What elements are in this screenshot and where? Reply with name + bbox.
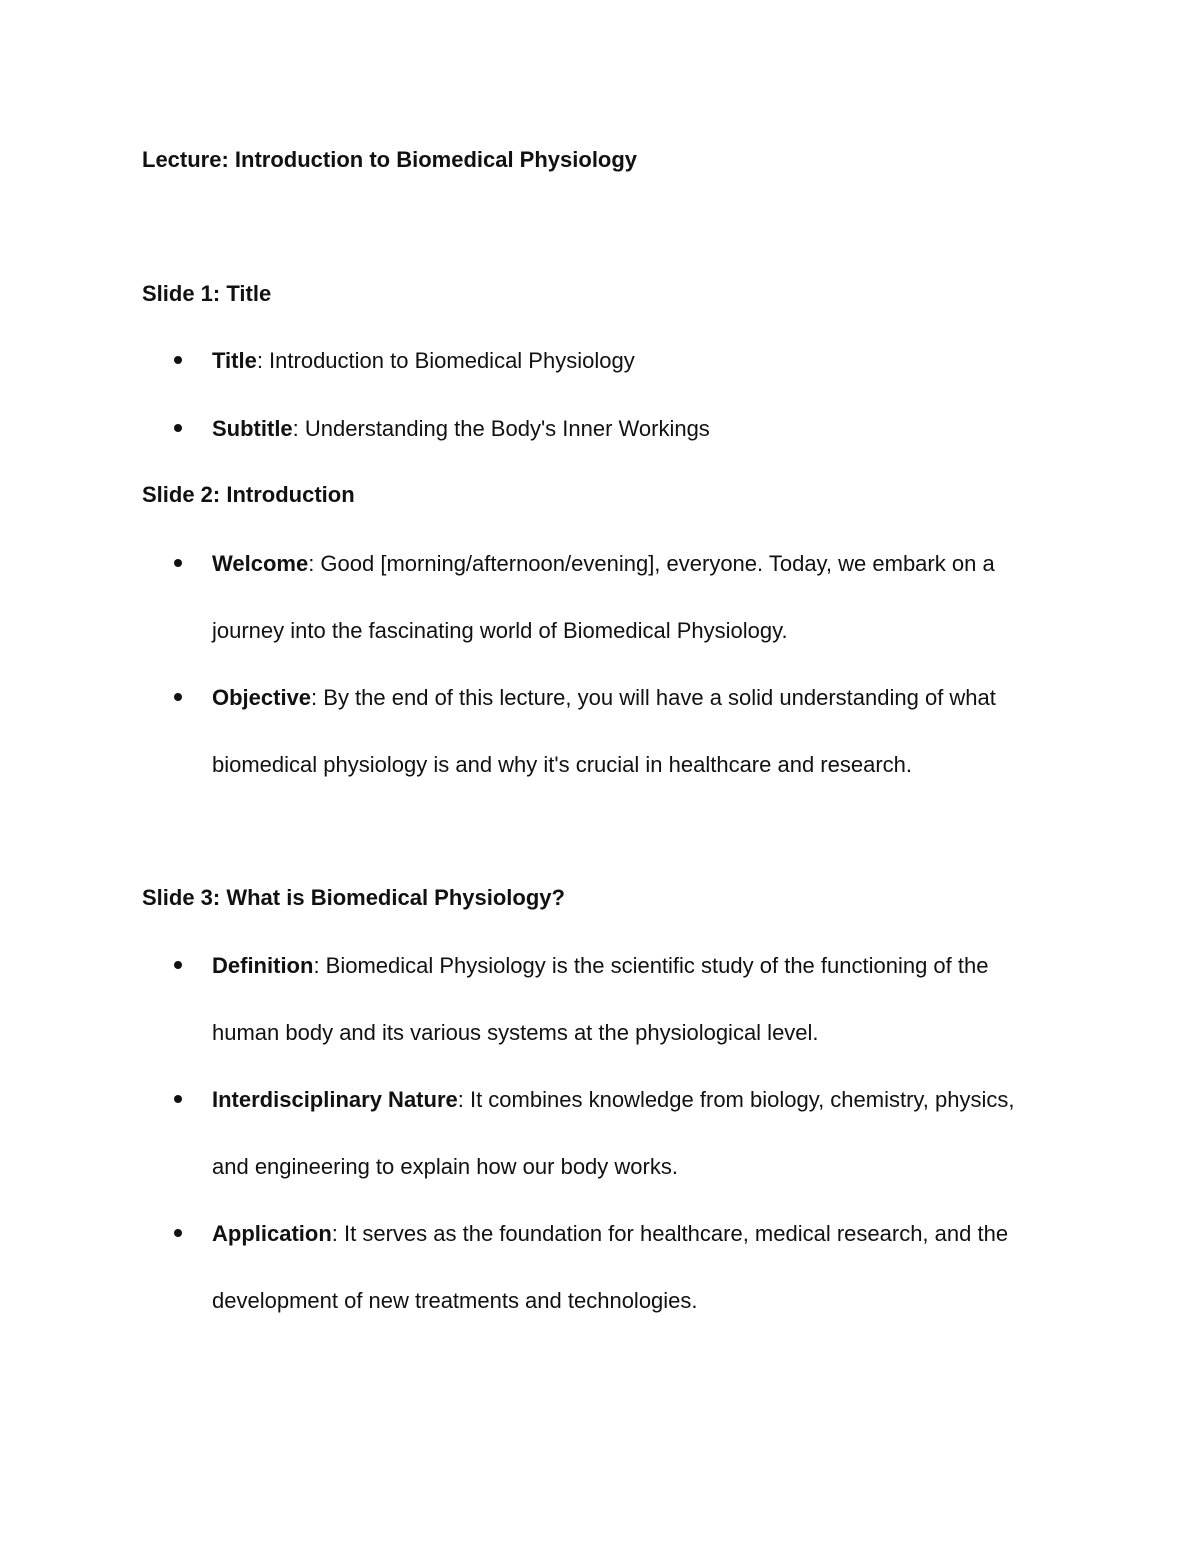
section-heading-slide-1: Slide 1: Title xyxy=(142,281,272,306)
document-title: Lecture: Introduction to Biomedical Physiology xyxy=(142,147,638,172)
list-item-description: : By the end of this lecture, you will have a solid understanding of what biomedical physiology is and why it's crucial in healthcare and research. xyxy=(212,685,996,777)
list-item-description: : Biomedical Physiology is the scientific study of the functioning of the human body and its various systems at the physiological level. xyxy=(212,953,989,1045)
list-item-term: Application xyxy=(212,1221,332,1246)
section-heading-slide-2: Slide 2: Introduction xyxy=(142,482,355,507)
list-item-term: Welcome xyxy=(212,551,309,576)
list-item-term: Subtitle xyxy=(212,416,293,441)
list-item-text xyxy=(212,664,1052,798)
bullet-icon xyxy=(174,1229,182,1237)
list-item-text xyxy=(212,395,1052,462)
list-item-description: : Understanding the Body's Inner Workings xyxy=(292,416,710,441)
list-item-text xyxy=(212,327,1052,394)
list-item-term: Definition xyxy=(212,953,314,978)
bullet-icon xyxy=(174,961,182,969)
list-item-text xyxy=(212,530,1052,664)
list-item-description: : It serves as the foundation for healthcare, medical research, and the development of new treatments and technologies. xyxy=(212,1221,1009,1313)
bullet-icon xyxy=(174,693,182,701)
bullet-icon xyxy=(174,356,182,364)
list-item-term: Title xyxy=(212,348,257,373)
list-item-text xyxy=(212,932,1052,1066)
section-heading-slide-3: Slide 3: What is Biomedical Physiology? xyxy=(142,885,565,910)
bullet-icon xyxy=(174,424,182,432)
bullet-icon xyxy=(174,559,182,567)
list-item-term: Interdisciplinary Nature xyxy=(212,1087,458,1112)
list-item-term: Objective xyxy=(212,685,312,710)
bullet-icon xyxy=(174,1095,182,1103)
list-item-description: : It combines knowledge from biology, chemistry, physics, and engineering to explain how our body works. xyxy=(212,1087,1015,1179)
list-item-description: : Good [morning/afternoon/evening], everyone. Today, we embark on a journey into the fascinating world of Biomedical Physiology. xyxy=(212,551,995,643)
list-item-text xyxy=(212,1066,1052,1200)
list-item-text xyxy=(212,1200,1052,1334)
list-item-description: : Introduction to Biomedical Physiology xyxy=(256,348,635,373)
